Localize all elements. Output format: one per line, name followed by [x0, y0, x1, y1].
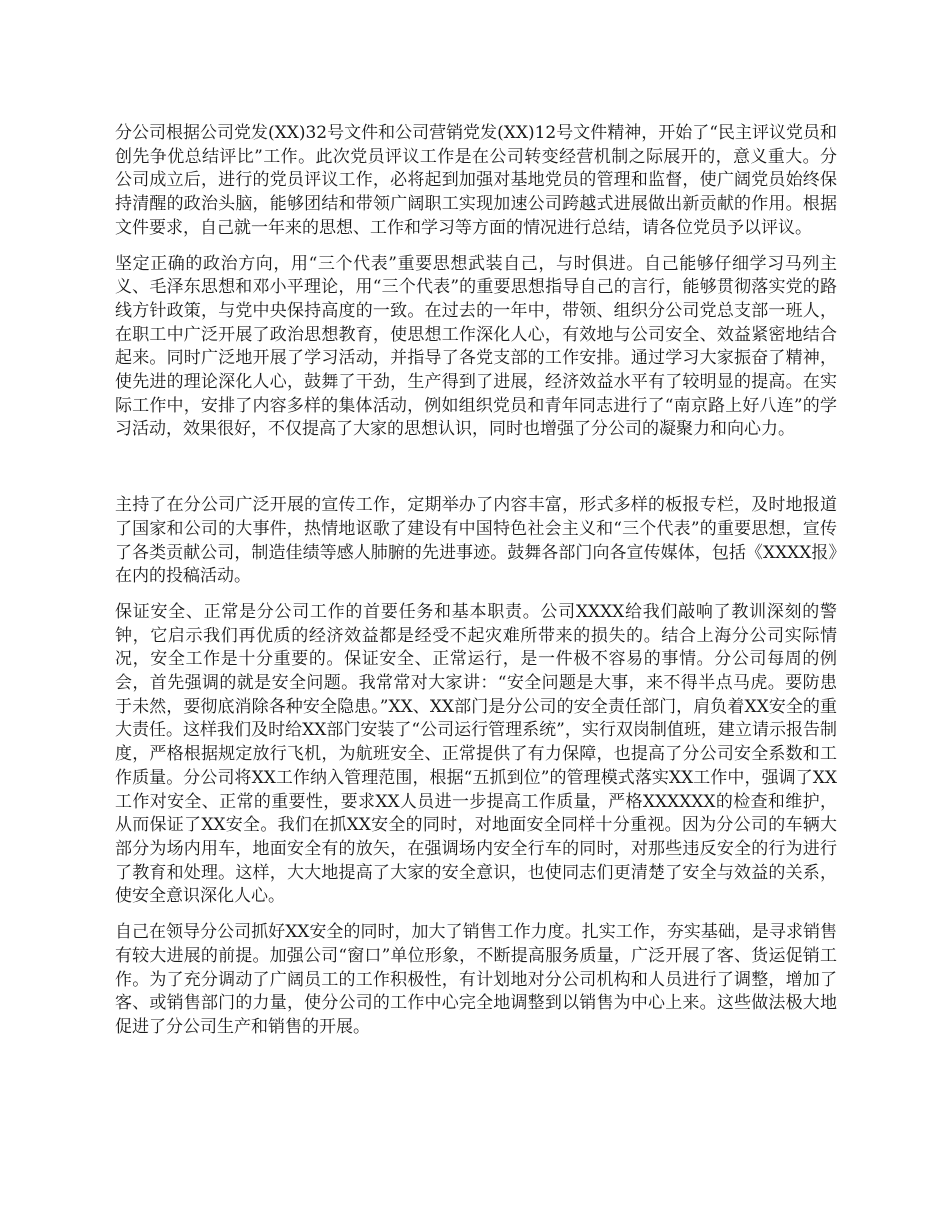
paragraph-safety-work: 保证安全、正常是分公司工作的首要任务和基本职责。公司XXXX给我们敲响了教训深刻的警钟，它启示我们再优质的经济效益都是经受不起灾难所带来的损失的。结合上海分公司实际情况，安全工作是十分重要的。保证安全、正常运行，是一件极不容易的事情。分公司每周的例会，首先强调的就是安全问题。我常常对大家讲：“安全问题是大事，来不得半点马虎。要防患于未然，要彻底消除各种安全隐患。”XX、XX部门是分公司的安全责任部门，肩负着XX安全的重大责任。这样我们及时给XX部门安装了“公司运行管理系统”，实行双岗制值班，建立请示报告制度，严格根据规定放行飞机，为航班安全、正常提供了有力保障，也提高了分公司安全系数和工作质量。分公司将XX工作纳入管理范围，根据“五抓到位”的管理模式落实XX工作中，强调了XX工作对安全、正常的重要性，要求XX人员进一步提高工作质量，严格XXXXXX的检查和维护，从而保证了XX安全。我们在抓XX安全的同时，对地面安全同样十分重视。因为分公司的车辆大部分为场内用车，地面安全有的放矢，在强调场内安全行车的同时，对那些违反安全的行为进行了教育和处理。这样，大大地提高了大家的安全意识，也使同志们更清楚了安全与效益的关系，使安全意识深化人心。 — [115, 601, 837, 907]
paragraph-publicity-work: 主持了在分公司广泛开展的宣传工作，定期举办了内容丰富，形式多样的板报专栏，及时地报道了国家和公司的大事件，热情地讴歌了建设有中国特色社会主义和“三个代表”的重要思想，宣传了各类贡献公司，制造佳绩等感人肺腑的先进事迹。鼓舞各部门向各宣传媒体，包括《XXXX报》在内的投稿活动。 — [115, 495, 837, 587]
paragraph-spacer — [115, 454, 837, 494]
paragraph-political-direction: 坚定正确的政治方向，用“三个代表”重要思想武装自己，与时俱进。自己能够仔细学习马列主义、毛泽东思想和邓小平理论，用“三个代表”的重要思想指导自己的言行，能够贯彻落实党的路线方针政策，与党中央保持高度的一致。在过去的一年中，带领、组织分公司党总支部一班人，在职工中广泛开展了政治思想教育，使思想工作深化人心，有效地与公司安全、效益紧密地结合起来。同时广泛地开展了学习活动，并指导了各党支部的工作安排。通过学习大家振奋了精神，使先进的理论深化人心，鼓舞了干劲，生产得到了进展，经济效益水平有了较明显的提高。在实际工作中，安排了内容多样的集体活动，例如组织党员和青年同志进行了“南京路上好八连”的学习活动，效果很好，不仅提高了大家的思想认识，同时也增强了分公司的凝聚力和向心力。 — [115, 253, 837, 440]
paragraph-evaluation-intro: 分公司根据公司党发(XX)32号文件和公司营销党发(XX)12号文件精神，开始了“民主评议党员和创先争优总结评比”工作。此次党员评议工作是在公司转变经营机制之际展开的，意义重大。分公司成立后，进行的党员评议工作，必将起到加强对基地党员的管理和监督，使广阔党员始终保持清醒的政治头脑，能够团结和带领广阔职工实现加速公司跨越式进展做出新贡献的作用。根据文件要求，自己就一年来的思想、工作和学习等方面的情况进行总结，请各位党员予以评议。 — [115, 123, 837, 238]
document-body — [115, 122, 837, 1052]
paragraph-sales-work: 自己在领导分公司抓好XX安全的同时，加大了销售工作力度。扎实工作，夯实基础，是寻求销售有较大进展的前提。加强公司“窗口”单位形象，不断提高服务质量，广泛开展了客、货运促销工作。为了充分调动了广阔员工的工作积极性，有计划地对分公司机构和人员进行了调整，增加了客、或销售部门的力量，使分公司的工作中心完全地调整到以销售为中心上来。这些做法极大地促进了分公司生产和销售的开展。 — [115, 922, 837, 1037]
